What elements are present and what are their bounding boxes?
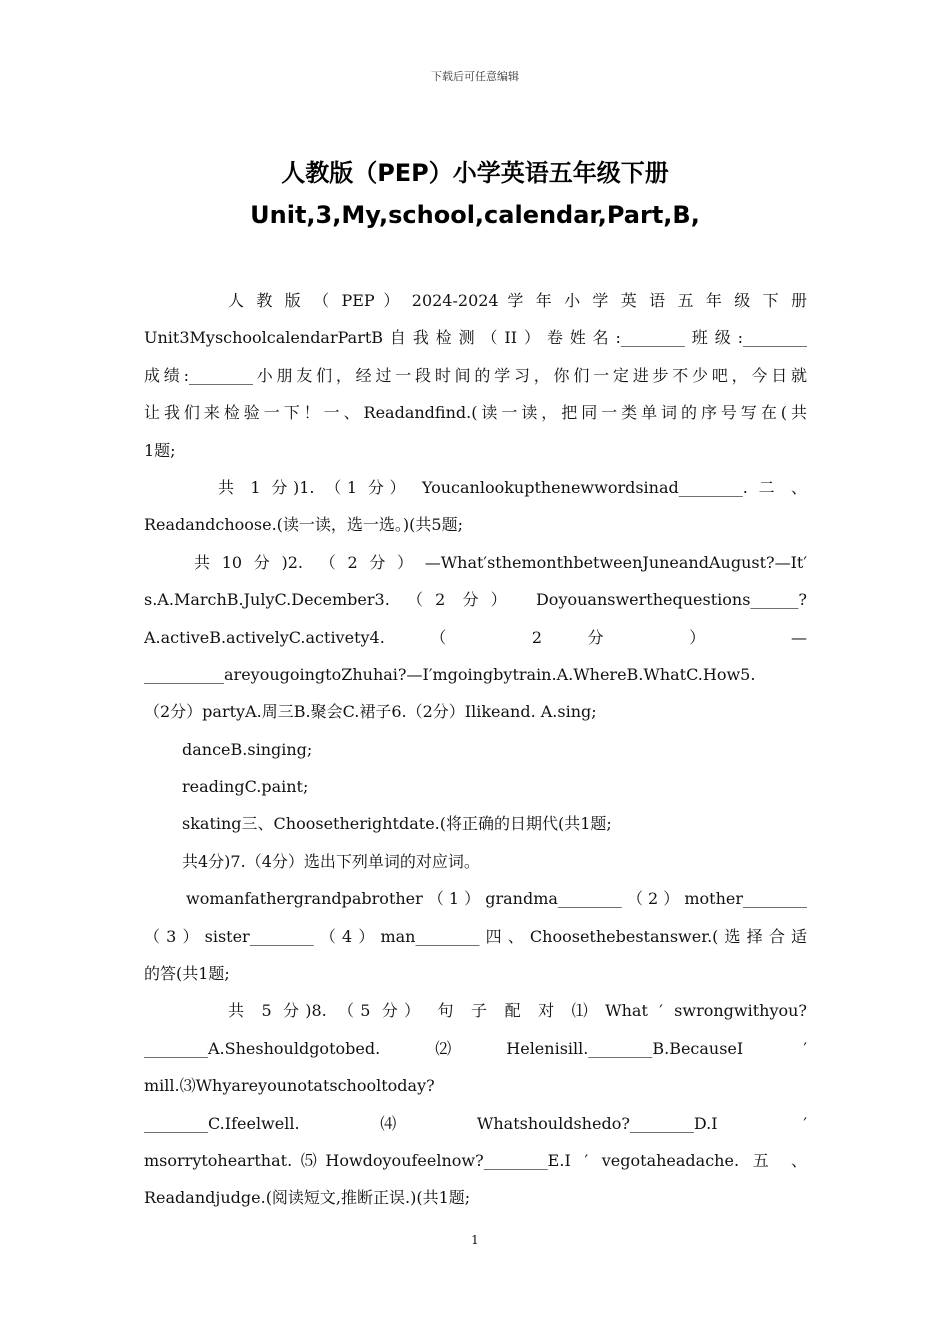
text-line: skating三、Choosetherightdate.(将正确的日期代(共1题; xyxy=(182,814,612,834)
text-line: 让我们来检验一下！一、Readandfind.(读一读，把同一类单词的序号写在(共 xyxy=(144,403,807,423)
text-line: Readandchoose.(读一读，选一选。)(共5题; xyxy=(144,515,463,535)
text-line: danceB.singing; xyxy=(182,739,313,759)
text-line: 1题; xyxy=(144,440,176,460)
text-line: Readandjudge.(阅读短文,推断正误.)(共1题; xyxy=(144,1188,471,1208)
text-line: 成绩:________小朋友们，经过一段时间的学习，你们一定进步不少吧，今日就 xyxy=(144,365,807,385)
document-title: 人教版（PEP）小学英语五年级下册 xyxy=(281,159,669,187)
document-subtitle: Unit,3,My,school,calendar,Part,B, xyxy=(250,201,700,229)
text-line: A.activeB.activelyC.activety4. （ 2 分 ） — xyxy=(144,627,807,647)
text-line: 共 5 分)8. （5 分） 句 子 配 对 ⑴ What ′ swrongwithyou? xyxy=(228,1001,807,1021)
text-line: （3）sister________（4）man________四、Choosethebestanswer.(选择合适 xyxy=(144,926,807,946)
text-line: readingC.paint; xyxy=(182,777,309,797)
document-body xyxy=(144,282,807,1217)
text-line: mill.⑶Whyareyounotatschooltoday? xyxy=(144,1076,435,1096)
text-line: 的答(共1题; xyxy=(144,964,230,984)
text-line: 共4分)7.（4分）选出下列单词的对应词。 xyxy=(182,851,480,871)
page-number: 1 xyxy=(471,1233,479,1247)
header-note: 下载后可任意编辑 xyxy=(431,70,519,83)
text-line: msorrytohearthat.⑸Howdoyoufeelnow?________E.I ′ vegotaheadache. 五 、 xyxy=(144,1150,807,1170)
text-line: Unit3MyschoolcalendarPartB自我检测（II）卷姓名:________班级:________ xyxy=(144,328,807,348)
text-line: 共 1 分)1. （1 分） Youcanlookupthenewwordsinad________. 二 、 xyxy=(218,477,807,497)
text-line: （2分）partyA.周三B.聚会C.裙子6.（2分）Ilikeand. A.sing; xyxy=(144,702,597,722)
text-line: 共10分)2. （2分）—What′sthemonthbetweenJuneandAugust?—It′ xyxy=(194,552,807,572)
text-line: __________areyougoingtoZhuhai?—I′mgoingbytrain.A.WhereB.WhatC.How5. xyxy=(144,664,756,684)
text-line: ________A.Sheshouldgotobed.⑵Helenisill.________B.BecauseI ′ xyxy=(144,1038,807,1058)
text-line: 人 教 版 （ PEP ） 2024-2024 学 年 小 学 英 语 五 年 级 下 册 xyxy=(228,291,807,310)
text-line: ________C.Ifeelwell.⑷Whatshouldshedo?________D.I ′ xyxy=(144,1113,807,1133)
text-line: womanfathergrandpabrother（1）grandma________（2）mother________ xyxy=(186,889,807,909)
text-line: s.A.MarchB.JulyC.December3. （2 分） Doyouanswerthequestions______? xyxy=(144,590,807,610)
